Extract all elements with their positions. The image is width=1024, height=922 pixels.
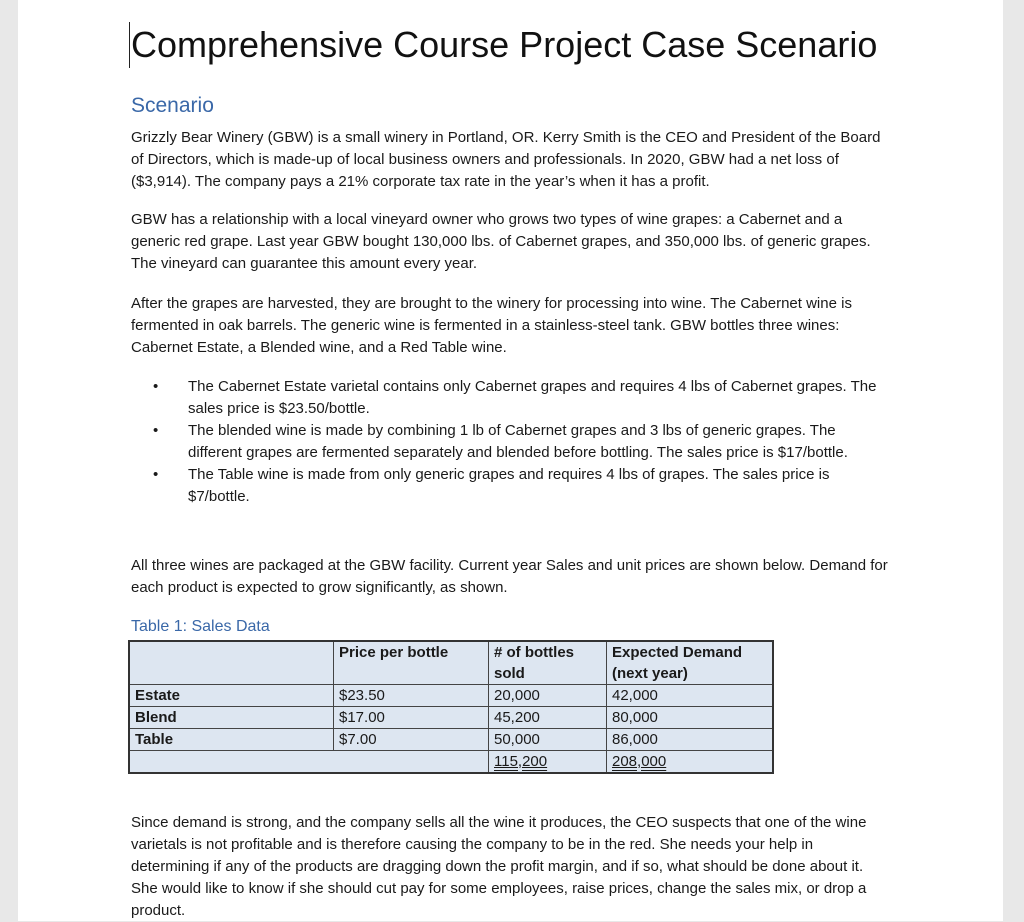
row-label: Estate — [129, 685, 334, 707]
bullet-icon: • — [153, 422, 159, 439]
table-row — [129, 707, 773, 729]
document-title: Comprehensive Course Project Case Scenario — [129, 22, 877, 68]
table-header-row — [129, 641, 773, 685]
table-row — [129, 729, 773, 751]
header-cell: # of bottles sold — [489, 641, 607, 685]
paragraph: All three wines are packaged at the GBW facility. Current year Sales and unit prices are shown below. Demand for each product is expected to grow significantly, as shown. — [131, 557, 888, 596]
total-expected-demand: 208,000 — [607, 751, 774, 774]
bullet-item: • The blended wine is made by combining 1 lb of Cabernet grapes and 3 lbs of generic grapes. The different grapes are fermented separately and blended before bottling. The sales price is $17/bottle. — [153, 422, 848, 461]
sales-data-table — [128, 640, 774, 774]
cell: 50,000 — [489, 729, 607, 751]
total-bottles-sold: 115,200 — [489, 751, 607, 774]
cell: 20,000 — [489, 685, 607, 707]
bullet-item: • The Cabernet Estate varietal contains only Cabernet grapes and requires 4 lbs of Cabernet grapes. The sales price is $23.50/bottle. — [153, 378, 877, 417]
paragraph: GBW has a relationship with a local vineyard owner who grows two types of wine grapes: a Cabernet and a generic red grape. Last year GBW bought 130,000 lbs. of Cabernet grapes, and 350,000 lbs. of generic grapes. The vineyard can guarantee this amount every year. — [131, 211, 871, 272]
paragraph: Since demand is strong, and the company sells all the wine it produces, the CEO suspects that one of the wine varietals is not profitable and is therefore causing the company to be in the red. She needs your help in determining if any of the products are dragging down the profit margin, and if so, what should be done about it. She would like to know if she should cut pay for some employees, raise prices, change the sales mix, or drop a product. — [131, 814, 867, 919]
row-label: Blend — [129, 707, 334, 729]
document-page — [18, 0, 1003, 921]
bullet-list — [131, 376, 881, 508]
section-heading: Scenario — [131, 94, 214, 117]
paragraph: After the grapes are harvested, they are brought to the winery for processing into wine. The Cabernet wine is fermented in oak barrels. The generic wine is fermented in a stainless-steel tank. GBW bottles three wines: Cabernet Estate, a Blended wine, and a Red Table wine. — [131, 295, 852, 356]
bullet-icon: • — [153, 466, 159, 483]
table-row — [129, 685, 773, 707]
cell: $17.00 — [334, 707, 489, 729]
paragraph: Grizzly Bear Winery (GBW) is a small winery in Portland, OR. Kerry Smith is the CEO and President of the Board of Directors, which is made-up of local business owners and professionals. In 2020, GBW had a net loss of ($3,914). The company pays a 21% corporate tax rate in the year’s when it has a profit. — [131, 129, 881, 190]
header-cell — [129, 641, 334, 685]
cell: 86,000 — [607, 729, 774, 751]
header-cell: Expected Demand (next year) — [607, 641, 774, 685]
cell: 80,000 — [607, 707, 774, 729]
cell: 42,000 — [607, 685, 774, 707]
cell: 45,200 — [489, 707, 607, 729]
row-label: Table — [129, 729, 334, 751]
table-totals-row — [129, 751, 773, 774]
bullet-item: • The Table wine is made from only generic grapes and requires 4 lbs of grapes. The sales price is $7/bottle. — [153, 466, 830, 505]
cell — [129, 751, 489, 774]
cell: $7.00 — [334, 729, 489, 751]
bullet-icon: • — [153, 378, 159, 395]
cell: $23.50 — [334, 685, 489, 707]
header-cell: Price per bottle — [334, 641, 489, 685]
table-caption: Table 1: Sales Data — [131, 618, 270, 635]
